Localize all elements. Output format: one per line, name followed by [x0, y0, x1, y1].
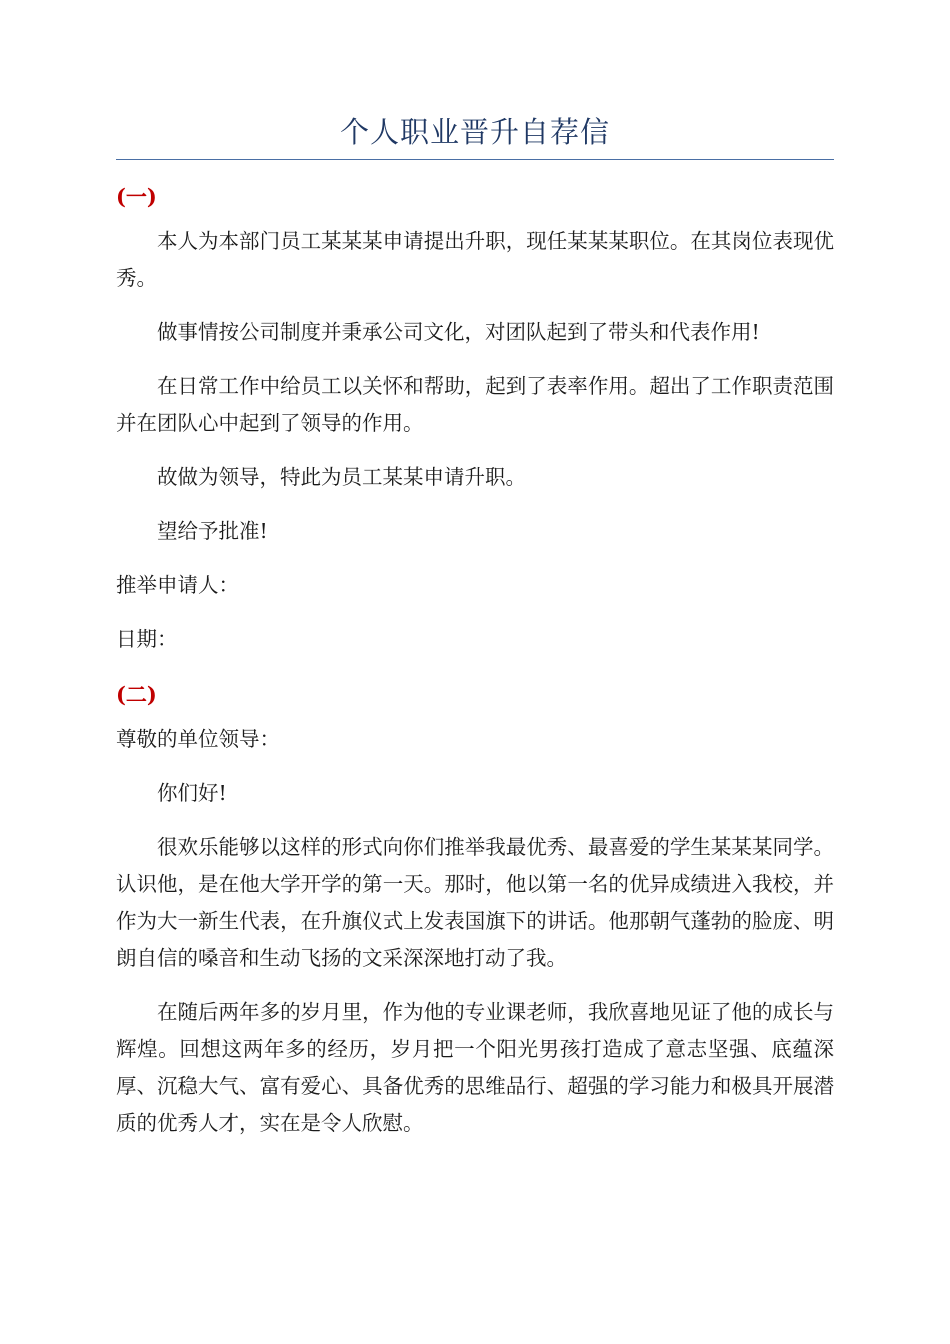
date-label: 日期：	[116, 627, 178, 652]
paragraph: 本人为本部门员工某某某申请提出升职，现任某某某职位。在其岗位表现优秀。	[116, 229, 834, 291]
greeting: 你们好!	[157, 781, 227, 806]
document-title: 个人职业晋升自荐信	[116, 110, 834, 160]
document-page	[116, 110, 834, 1159]
section-2	[116, 682, 834, 1142]
section-1	[116, 184, 834, 658]
paragraph: 在随后两年多的岁月里，作为他的专业课老师，我欣喜地见证了他的成长与辉煌。回想这两年多的经历，岁月把一个阳光男孩打造成了意志坚强、底蕴深厚、沉稳大气、富有爱心、具备优秀的思维品行、超强的学习能力和极具开展潜质的优秀人才，实在是令人欣慰。	[116, 1000, 834, 1136]
paragraph: 故做为领导，特此为员工某某申请升职。	[157, 465, 526, 490]
section-heading: (二)	[116, 682, 157, 708]
paragraph: 很欢乐能够以这样的形式向你们推举我最优秀、最喜爱的学生某某某同学。认识他，是在他大学开学的第一天。那时，他以第一名的优异成绩进入我校，并作为大一新生代表，在升旗仪式上发表国旗下的讲话。他那朝气蓬勃的脸庞、明朗自信的嗓音和生动飞扬的文采深深地打动了我。	[116, 835, 834, 971]
applicant-label: 推举申请人：	[116, 573, 239, 598]
section-heading: (一)	[116, 184, 157, 209]
paragraph: 在日常工作中给员工以关怀和帮助，起到了表率作用。超出了工作职责范围并在团队心中起到了领导的作用。	[116, 374, 834, 436]
salutation: 尊敬的单位领导：	[116, 727, 280, 752]
paragraph: 望给予批准!	[157, 519, 268, 544]
paragraph: 做事情按公司制度并秉承公司文化，对团队起到了带头和代表作用!	[157, 320, 760, 345]
